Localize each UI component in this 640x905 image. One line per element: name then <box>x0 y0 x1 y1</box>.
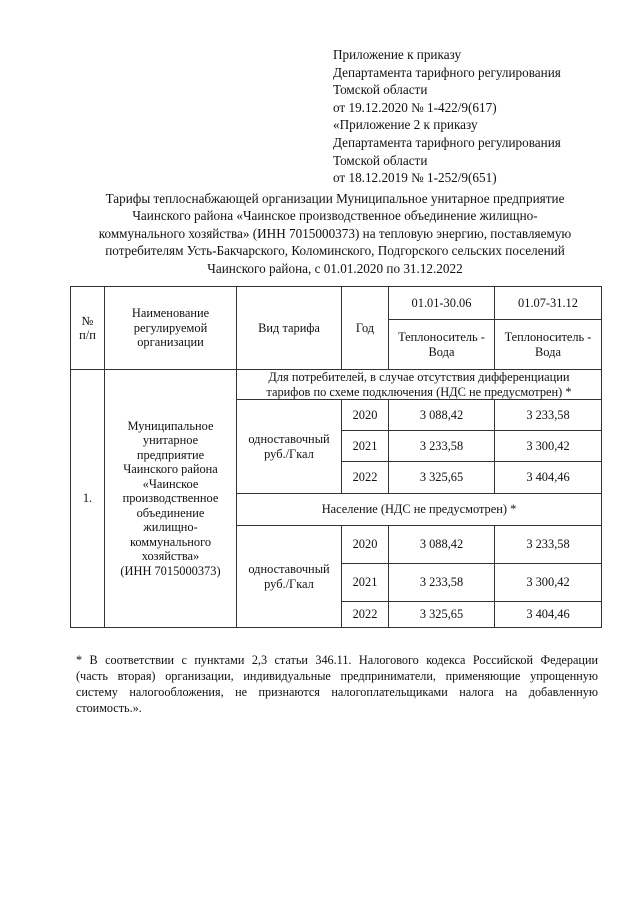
header-line: Томской области <box>333 82 428 98</box>
tariff-value: 3 233,58 <box>389 431 495 462</box>
tariff-value: 3 404,46 <box>495 462 602 494</box>
title-line: Тарифы теплоснабжающей организации Муниципальное унитарное предприятие <box>105 191 565 206</box>
tariff-value: 3 325,65 <box>389 602 495 628</box>
title-line: Чаинского района «Чаинское производственное объединение жилищно- <box>132 208 538 224</box>
year-cell: 2021 <box>342 431 389 462</box>
header-carrier-2: Теплоноситель - Вода <box>495 320 602 370</box>
year-cell: 2022 <box>342 462 389 494</box>
header-line: Департамента тарифного регулирования <box>333 64 561 80</box>
document-title <box>70 190 600 277</box>
footnote-line: (часть вторая) организации, индивидуальные предприниматели, применяющие упрощенную <box>76 669 598 683</box>
title-line: Чаинского района, с 01.01.2020 по 31.12.2022 <box>207 260 463 276</box>
footnote-line: * В соответствии с пунктами 2,3 статьи 346.11. Налогового кодекса Российской Федерации <box>76 653 598 667</box>
footnote-line: систему налогообложения, не признаются налогоплательщиками налога на добавленную <box>76 685 598 699</box>
header-tariff-type: Вид тарифа <box>237 287 342 370</box>
section-heading: Население (НДС не предусмотрен) * <box>237 494 602 526</box>
tariff-value: 3 300,42 <box>495 564 602 602</box>
header-period-1: 01.01-30.06 <box>389 287 495 320</box>
header-line: Приложение к приказу <box>333 47 462 62</box>
tariff-value: 3 325,65 <box>389 462 495 494</box>
header-line: Томской области <box>333 152 428 168</box>
header-number: № п/п <box>71 287 105 370</box>
header-organization: Наименование регулируемой организации <box>105 287 237 370</box>
header-line: от 19.12.2020 № 1-422/9(617) <box>333 99 497 115</box>
tariff-table <box>70 286 602 628</box>
order-appendix-header <box>333 46 623 187</box>
year-cell: 2021 <box>342 564 389 602</box>
section-heading: Для потребителей, в случае отсутствия дифференциации тарифов по схеме подключения (НДС не предусмотрен) * <box>237 370 602 400</box>
footnote <box>76 652 598 716</box>
year-cell: 2020 <box>342 526 389 564</box>
header-line: «Приложение 2 к приказу <box>333 117 478 133</box>
tariff-value: 3 233,58 <box>495 400 602 431</box>
title-line: потребителям Усть-Бакчарского, Коломинского, Подгорского сельских поселений <box>105 243 565 259</box>
year-cell: 2022 <box>342 602 389 628</box>
tariff-value: 3 233,58 <box>495 526 602 564</box>
footnote-line: стоимость.». <box>76 701 142 715</box>
tariff-value: 3 088,42 <box>389 400 495 431</box>
header-carrier-1: Теплоноситель - Вода <box>389 320 495 370</box>
tariff-value: 3 233,58 <box>389 564 495 602</box>
tariff-type-cell: одноставочный руб./Гкал <box>237 400 342 494</box>
tariff-value: 3 404,46 <box>495 602 602 628</box>
header-year: Год <box>342 287 389 370</box>
header-line: Департамента тарифного регулирования <box>333 134 561 150</box>
organization-name: Муниципальное унитарное предприятие Чаинского района «Чаинское производственное объединение жилищно- коммунального хозяйства» (ИНН 7015000373) <box>105 370 237 628</box>
row-number: 1. <box>71 370 105 628</box>
header-line: от 18.12.2019 № 1-252/9(651) <box>333 170 497 186</box>
tariff-type-cell: одноставочный руб./Гкал <box>237 526 342 628</box>
tariff-value: 3 088,42 <box>389 526 495 564</box>
tariff-value: 3 300,42 <box>495 431 602 462</box>
title-line: коммунального хозяйства» (ИНН 7015000373) на тепловую энергию, поставляемую <box>98 225 572 241</box>
year-cell: 2020 <box>342 400 389 431</box>
header-period-2: 01.07-31.12 <box>495 287 602 320</box>
